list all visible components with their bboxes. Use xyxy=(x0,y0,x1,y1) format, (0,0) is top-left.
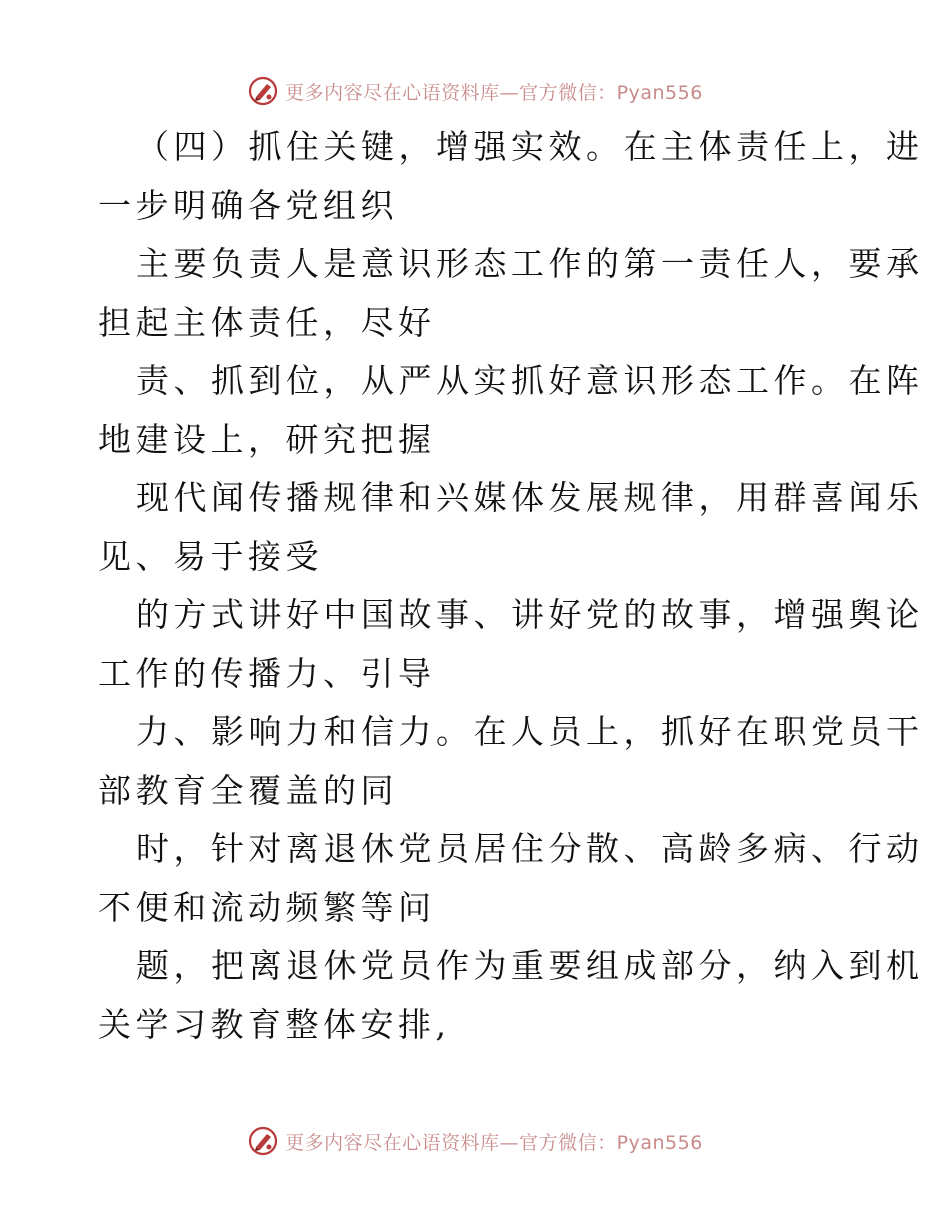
text-line: 不便和流动频繁等问 xyxy=(98,887,436,927)
text-line: 见、易于接受 xyxy=(98,536,323,576)
text-line: 现代闻传播规律和兴媒体发展规律，用群喜闻乐 xyxy=(136,478,924,517)
footer-watermark xyxy=(0,1124,950,1158)
text-line: 一步明确各党组织 xyxy=(98,185,398,225)
text-line: 担起主体责任，尽好 xyxy=(98,302,436,342)
watermark-wechat-id: Pyan556 xyxy=(616,1131,703,1154)
header-watermark xyxy=(0,74,950,108)
text-line: 责、抓到位，从严从实抓好意识形态工作。在阵 xyxy=(136,361,924,400)
watermark-text xyxy=(285,78,703,105)
text-line: 地建设上，研究把握 xyxy=(98,419,436,459)
text-line: 题，把离退休党员作为重要组成部分，纳入到机 xyxy=(136,946,924,985)
red-pen-stamp-icon xyxy=(247,1125,279,1157)
watermark-text xyxy=(285,1128,703,1155)
text-line: 的方式讲好中国故事、讲好党的故事，增强舆论 xyxy=(136,595,924,634)
text-line: 主要负责人是意识形态工作的第一责任人，要承 xyxy=(136,244,924,283)
text-line: 时，针对离退休党员居住分散、高龄多病、行动 xyxy=(136,829,924,868)
text-line: （四）抓住关键，增强实效。在主体责任上，进 xyxy=(136,127,924,166)
text-line: 力、影响力和信力。在人员上，抓好在职党员干 xyxy=(136,712,924,751)
watermark-cn: 更多内容尽在心语资料库—官方微信： xyxy=(285,81,617,104)
text-line: 部教育全覆盖的同 xyxy=(98,770,398,810)
document-body xyxy=(98,118,924,1054)
watermark-cn: 更多内容尽在心语资料库—官方微信： xyxy=(285,1131,617,1154)
text-line: 关学习教育整体安排, xyxy=(98,1004,451,1044)
watermark-wechat-id: Pyan556 xyxy=(616,81,703,104)
text-line: 工作的传播力、引导 xyxy=(98,653,436,693)
red-pen-stamp-icon xyxy=(247,75,279,107)
